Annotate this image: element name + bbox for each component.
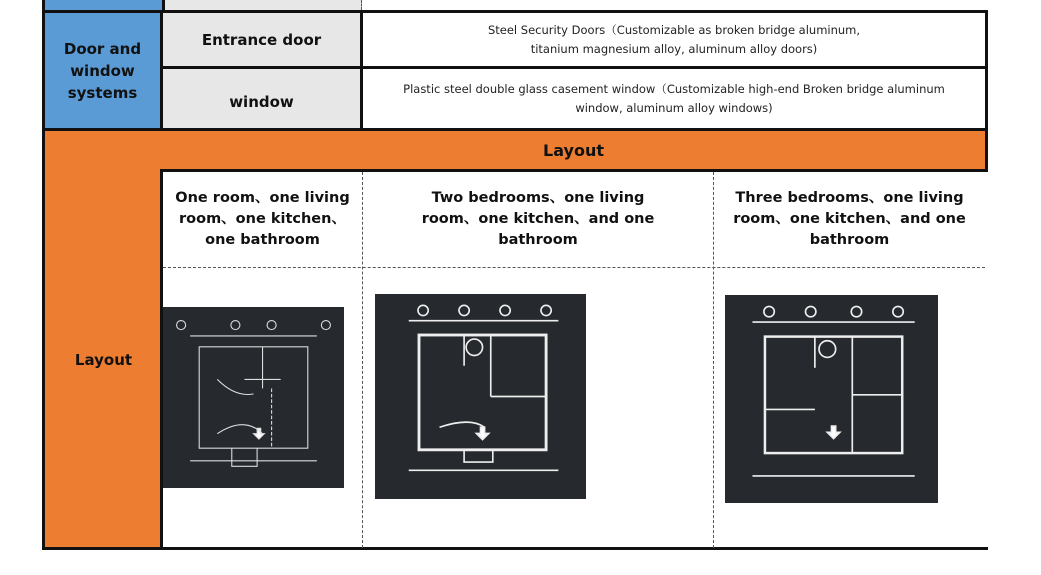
floor-plan-1-image xyxy=(163,307,344,488)
floor-plan-3-image xyxy=(725,295,938,503)
previous-row-category xyxy=(42,0,162,10)
entrance-door-description: Steel Security Doors（Customizable as broken bridge aluminum, titanium magnesium alloy, aluminum alloy doors) xyxy=(360,10,988,69)
layout-option-2-title: Two bedrooms、one living room、one kitchen、and one bathroom xyxy=(421,190,655,248)
entrance-door-label: Entrance door xyxy=(160,10,363,69)
layout-category: Layout xyxy=(74,351,133,369)
window-label: window xyxy=(160,66,363,131)
window-description: Plastic steel double glass casement window（Customizable high-end Broken bridge aluminum window, aluminum alloy windows) xyxy=(360,66,988,131)
layout-option-3-title: Three bedrooms、one living room、one kitchen、and one bathroom xyxy=(733,190,966,248)
row-divider xyxy=(163,267,985,268)
layout-header: Layout xyxy=(543,141,604,160)
door-window-category: Door and window systems xyxy=(42,10,163,131)
floor-plan-2-image xyxy=(375,294,586,499)
layout-option-1-title: One room、one living room、one kitchen、one bathroom xyxy=(175,190,350,248)
previous-row-item xyxy=(162,0,362,10)
